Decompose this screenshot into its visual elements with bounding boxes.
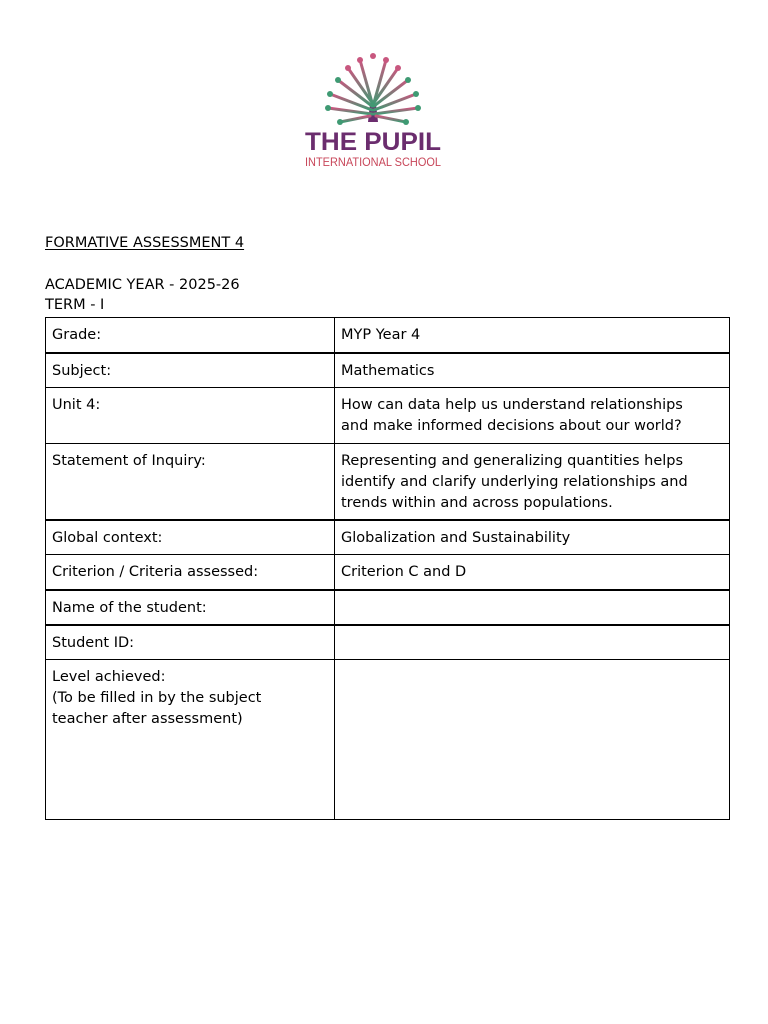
logo-name-text: THE PUPIL bbox=[305, 128, 441, 156]
subject-value: Mathematics bbox=[335, 353, 730, 388]
logo-subtitle-text: INTERNATIONAL SCHOOL bbox=[305, 155, 442, 169]
academic-year: ACADEMIC YEAR - 2025-26 bbox=[45, 277, 240, 293]
unit-label: Unit 4: bbox=[46, 388, 335, 444]
table-row bbox=[46, 660, 730, 820]
grade-label: Grade: bbox=[46, 318, 335, 353]
assessment-title: FORMATIVE ASSESSMENT 4 bbox=[45, 235, 245, 251]
table-row bbox=[46, 318, 730, 353]
statement-of-inquiry-value: Representing and generalizing quantities helps identify and clarify underlying relationships and trends within and across populations. bbox=[335, 444, 730, 520]
tree-logo-icon bbox=[300, 48, 446, 172]
statement-of-inquiry-label: Statement of Inquiry: bbox=[46, 444, 335, 520]
student-name-label: Name of the student: bbox=[46, 590, 335, 625]
table-row bbox=[46, 590, 730, 625]
student-id-field[interactable] bbox=[335, 625, 730, 660]
subject-label: Subject: bbox=[46, 353, 335, 388]
table-row bbox=[46, 388, 730, 444]
global-context-value: Globalization and Sustainability bbox=[335, 520, 730, 555]
criteria-label: Criterion / Criteria assessed: bbox=[46, 555, 335, 590]
term: TERM - I bbox=[45, 297, 105, 313]
grade-value: MYP Year 4 bbox=[335, 318, 730, 353]
table-row bbox=[46, 444, 730, 520]
global-context-label: Global context: bbox=[46, 520, 335, 555]
table-row bbox=[46, 520, 730, 555]
level-achieved-field[interactable] bbox=[335, 660, 730, 820]
level-achieved-label: Level achieved: (To be filled in by the subject teacher after assessment) bbox=[46, 660, 335, 820]
table-row bbox=[46, 555, 730, 590]
student-name-field[interactable] bbox=[335, 590, 730, 625]
unit-value: How can data help us understand relationships and make informed decisions about our world? bbox=[335, 388, 730, 444]
table-row bbox=[46, 353, 730, 388]
school-logo bbox=[300, 48, 446, 172]
table-row bbox=[46, 625, 730, 660]
student-id-label: Student ID: bbox=[46, 625, 335, 660]
criteria-value: Criterion C and D bbox=[335, 555, 730, 590]
assessment-details-table bbox=[45, 317, 730, 820]
